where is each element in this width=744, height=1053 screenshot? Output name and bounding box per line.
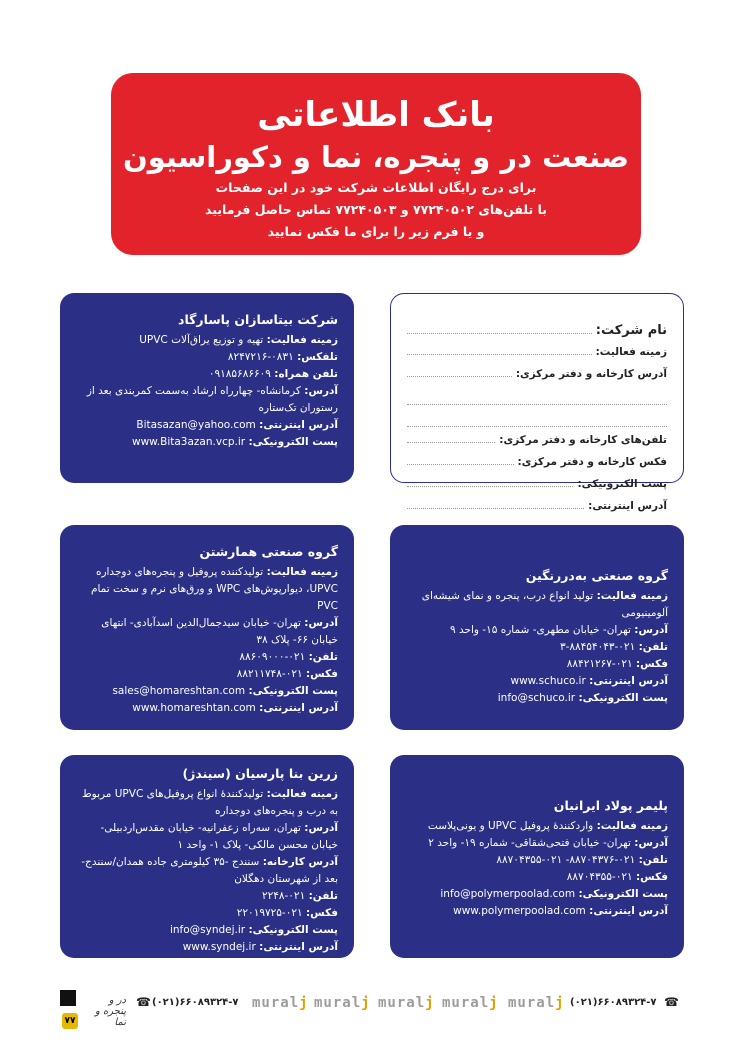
- company-title: پلیمر پولاد ایرانیان: [553, 798, 668, 813]
- field-value: تهران، سه‌راه زعفرانیه- خیابان مقدس‌اردبیلی- خیابان محسن مالکی- پلاک ۱- واحد ۱: [100, 822, 338, 851]
- field-label: تلفن:: [638, 641, 668, 653]
- field-label: پست الکترونیکی:: [248, 436, 338, 448]
- company-title: گروه صنعتی همارشتن: [199, 544, 338, 559]
- email-link[interactable]: info@polymerpoolad.com: [440, 888, 576, 900]
- field-label: آدرس اینترنتی:: [589, 905, 668, 917]
- field-value: تهیه و توزیع یراق‌آلات UPVC: [139, 334, 264, 346]
- email-link[interactable]: www.Bita3azan.vcp.ir: [132, 436, 246, 448]
- field-value: ۰۲۱-۸۸۶۰۹۰۰۰: [239, 651, 306, 663]
- field-label: زمینه فعالیت:: [266, 334, 338, 346]
- company-card-syndej: [60, 755, 354, 958]
- brand-logo: muralj: [508, 995, 565, 1011]
- form-row-activity: [407, 343, 667, 361]
- field-value: واردکنندهٔ پروفیل UPVC و یونی‌پلاست: [427, 820, 594, 832]
- field-label: آدرس اینترنتی:: [259, 941, 338, 953]
- field-label: آدرس اینترنتی:: [589, 675, 668, 687]
- magazine-logo-icon: [60, 990, 76, 1006]
- company-card-darrangin: [390, 525, 684, 730]
- field-label: آدرس:: [634, 837, 668, 849]
- form-blank-line: [407, 387, 667, 405]
- field-label: آدرس اینترنتی:: [259, 702, 338, 714]
- field-label: آدرس کارخانه:: [262, 856, 338, 868]
- field-value: ۰۲۱-۸۸۴۵۴۰۴۳-۳: [559, 641, 636, 653]
- email-link[interactable]: info@schuco.ir: [497, 692, 576, 704]
- form-label-activity: زمینه فعالیت:: [595, 346, 667, 358]
- field-label: پست الکترونیکی:: [578, 692, 668, 704]
- footer-phone-left: (۰۲۱)۶۶۰۸۹۳۲۴-۷: [152, 997, 239, 1008]
- company-card-bita: [60, 293, 354, 483]
- form-label-website: آدرس اینترنتی:: [588, 500, 667, 512]
- field-label: آدرس اینترنتی:: [259, 419, 338, 431]
- website-link[interactable]: www.polymerpoolad.com: [453, 905, 586, 917]
- field-value: تولیدکنندهٔ انواع پروفیل‌های UPVC مربوط به درب و پنجره‌های دوجداره: [81, 788, 338, 817]
- form-label-name: نام شرکت:: [595, 323, 667, 338]
- field-value: ۰۲۱-۸۸۷۰۴۳۷۶- ۰۲۱-۸۸۷۰۴۳۵۵: [496, 854, 636, 866]
- company-title: گروه صنعتی به‌دررنگین: [525, 568, 668, 583]
- form-blank-line: [407, 409, 667, 427]
- brand-logo: muralj: [314, 995, 371, 1011]
- field-value: کرمانشاه- چهارراه ارشاد به‌سمت کمربندی بعد از رستوران تک‌ستاره: [86, 385, 338, 414]
- field-label: زمینه فعالیت:: [266, 788, 338, 800]
- field-label: آدرس:: [304, 385, 338, 397]
- form-label-address: آدرس کارخانه و دفتر مرکزی:: [515, 368, 667, 380]
- website-link[interactable]: Bitasazan@yahoo.com: [136, 419, 256, 431]
- banner-line-3: و یا فرم زیر را برای ما فکس نمایید: [267, 224, 485, 239]
- field-label: تلفن:: [308, 890, 338, 902]
- form-row-name: [407, 322, 667, 339]
- field-value: سنندج -۳۵ کیلومتری جاده همدان/سنندج-بعد از شهرستان دهگلان: [81, 856, 338, 885]
- form-row-phones: [407, 431, 667, 449]
- field-label: فکس:: [305, 668, 338, 680]
- phone-icon: ☎: [136, 995, 151, 1009]
- field-label: تلفکس:: [297, 351, 338, 363]
- form-label-fax: فکس کارخانه و دفتر مرکزی:: [517, 456, 667, 468]
- field-label: تلفن:: [308, 651, 338, 663]
- field-label: فکس:: [635, 871, 668, 883]
- field-value: تهران- خیابان سیدجمال‌الدین اسدآبادی- انتهای خیابان ۶۶- پلاک ۳۸: [101, 617, 338, 646]
- form-row-website: [407, 497, 667, 515]
- field-label: آدرس:: [304, 822, 338, 834]
- form-row-email: [407, 475, 667, 493]
- field-value: تهران- خیابان مطهری- شماره ۱۵- واحد ۹: [449, 624, 631, 636]
- page-number-badge: ۷۷: [62, 1013, 78, 1029]
- field-value: ۰۲۱-۲۲۰۱۹۷۲۵: [236, 907, 303, 919]
- field-label: پست الکترونیکی:: [248, 685, 338, 697]
- footer-phone-right: (۰۲۱)۶۶۰۸۹۳۲۴-۷: [570, 997, 657, 1008]
- banner-line-1: برای درج رایگان اطلاعات شرکت خود در این صفحات: [215, 180, 537, 195]
- field-label: تلفن:: [638, 854, 668, 866]
- field-value: تولید انواع درب، پنجره و نمای شیشه‌ای آلومینیومی: [421, 590, 668, 619]
- page-footer: [0, 985, 744, 1045]
- field-label: آدرس:: [304, 617, 338, 629]
- header-banner: [111, 73, 641, 255]
- company-card-homareshtan: [60, 525, 354, 730]
- field-value: تولیدکننده پروفیل و پنجره‌های دوجداره UPVC، دیوارپوش‌های WPC و ورق‌های نرم و سخت تمام PVC: [90, 566, 338, 612]
- website-link[interactable]: www.homareshtan.com: [132, 702, 256, 714]
- magazine-name: در و پنجره و نما: [94, 995, 126, 1028]
- field-value: ۰۸۳۱-۸۲۴۷۲۱۶: [227, 351, 294, 363]
- company-form: [390, 293, 684, 512]
- field-label: فکس:: [305, 907, 338, 919]
- field-label: فکس:: [635, 658, 668, 670]
- field-label: پست الکترونیکی:: [248, 924, 338, 936]
- form-row-address: [407, 365, 667, 383]
- website-link[interactable]: www.schuco.ir: [510, 675, 586, 687]
- brand-logo: muralj: [442, 995, 499, 1011]
- field-value: ۰۲۱-۲۲۴۸: [261, 890, 306, 902]
- field-label: آدرس:: [634, 624, 668, 636]
- field-value: ۰۲۱-۸۸۲۱۱۷۴۸: [236, 668, 303, 680]
- brand-logo: muralj: [378, 995, 435, 1011]
- form-label-phones: تلفن‌های کارخانه و دفتر مرکزی:: [499, 434, 667, 446]
- phone-icon: ☎: [664, 995, 679, 1009]
- company-title: زرین بنا پارسیان (سیندژ): [182, 766, 338, 781]
- form-label-email: پست الکترونیکی:: [577, 478, 667, 490]
- field-value: تهران- خیابان فتحی‌شقاقی- شماره ۱۹- واحد ۲: [428, 837, 631, 849]
- field-label: زمینه فعالیت:: [266, 566, 338, 578]
- website-link[interactable]: www.syndej.ir: [182, 941, 256, 953]
- form-row-fax: [407, 453, 667, 471]
- field-label: زمینه فعالیت:: [596, 590, 668, 602]
- field-value: ۰۹۱۸۵۶۸۶۶۰۹: [208, 368, 271, 380]
- company-title: شرکت بیتاسازان پاسارگاد: [178, 312, 338, 327]
- email-link[interactable]: sales@homareshtan.com: [112, 685, 246, 697]
- field-value: ۰۲۱-۸۸۷۰۴۳۵۵: [566, 871, 633, 883]
- email-link[interactable]: info@syndej.ir: [169, 924, 246, 936]
- banner-title: بانک اطلاعاتی: [257, 95, 495, 135]
- field-value: ۰۲۱-۸۸۴۲۱۲۶۷: [566, 658, 633, 670]
- company-card-polymer: [390, 755, 684, 958]
- field-label: پست الکترونیکی:: [578, 888, 668, 900]
- brand-logo: muralj: [252, 995, 309, 1011]
- banner-line-2: با تلفن‌های ۷۷۲۴۰۵۰۲ و ۷۷۲۴۰۵۰۳ تماس حاصل فرمایید: [205, 202, 547, 217]
- banner-subtitle: صنعت در و پنجره، نما و دکوراسیون: [122, 140, 629, 174]
- field-label: تلفن همراه:: [274, 368, 338, 380]
- field-label: زمینه فعالیت:: [596, 820, 668, 832]
